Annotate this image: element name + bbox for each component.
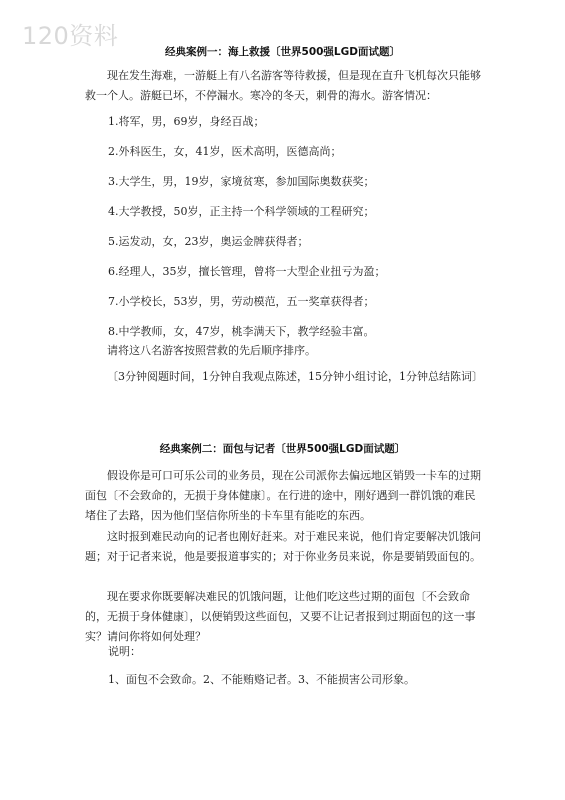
case2-paragraph-1: 假设你是可口可乐公司的业务员，现在公司派你去偏远地区销毁一卡车的过期面包〔不会致命的，无损于身体健康〕。在行进的途中，刚好遇到一群饥饿的难民堵住了去路，因为他们坚信你所坐的卡车里有能吃的东西。 — [85, 469, 481, 522]
case1-item-6: 6.经理人，35岁，擅长管理，曾将一大型企业扭亏为盈； — [108, 265, 386, 278]
case2-title: 经典案例二：面包与记者〔世界500强LGD面试题〕 — [159, 443, 406, 455]
case1-intro: 现在发生海难，一游艇上有八名游客等待救援，但是现在直升飞机每次只能够救一个人。游艇已坏，不停漏水。寒冷的冬天，刺骨的海水。游客情况： — [85, 69, 481, 102]
case1-question: 请将这八名游客按照营救的先后顺序排序。 — [107, 344, 316, 357]
case2-note: 1、面包不会致命。2、不能贿赂记者。3、不能损害公司形象。 — [108, 673, 415, 686]
case1-item-5: 5.运发动，女，23岁，奥运金牌获得者； — [108, 235, 309, 248]
case1-item-8: 8.中学教师，女，47岁，桃李满天下，教学经验丰富。 — [108, 325, 375, 338]
case1-item-1: 1.将军，男，69岁，身经百战； — [108, 115, 265, 128]
case1-item-7: 7.小学校长，53岁，男，劳动模范，五一奖章获得者； — [108, 295, 375, 308]
case1-item-3: 3.大学生，男，19岁，家境贫寒，参加国际奥数获奖； — [108, 175, 375, 188]
case1-title: 经典案例一：海上救援〔世界500强LGD面试题〕 — [165, 46, 400, 58]
case2-paragraph-2: 这时报到难民动向的记者也刚好赶来。对于难民来说，他们肯定要解决饥饿问题；对于记者来说，他是要报道事实的；对于你业务员来说，你是要销毁面包的。 — [85, 530, 481, 563]
watermark-logo: 120资料 — [22, 22, 119, 50]
case1-item-4: 4.大学教授，50岁，正主持一个科学领域的工程研究； — [108, 205, 375, 218]
case2-note-label: 说明： — [108, 645, 141, 658]
case2-paragraph-3: 现在要求你既要解决难民的饥饿问题，让他们吃这些过期的面包〔不会致命的，无损于身体健康〕，以便销毁这些面包，又要不让记者报到过期面包的这一事实？请问你将如何处理？ — [85, 590, 476, 643]
case1-timing: 〔3分钟阅题时间，1分钟自我观点陈述，15分钟小组讨论，1分钟总结陈词〕 — [107, 370, 483, 383]
case1-item-2: 2.外科医生，女，41岁，医术高明，医德高尚； — [108, 145, 342, 158]
